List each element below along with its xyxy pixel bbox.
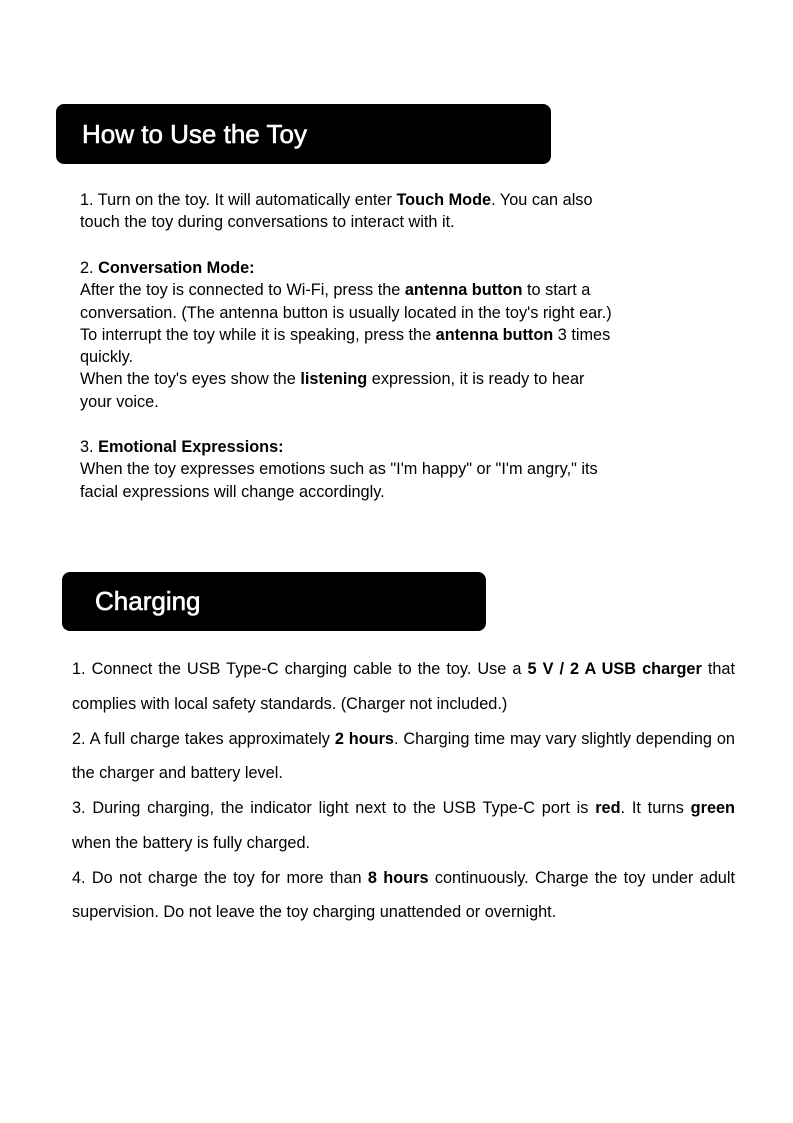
emotional-expressions-heading: Emotional Expressions: <box>98 438 284 456</box>
section-title-how-to-use: How to Use the Toy <box>82 119 307 149</box>
use-item-3-line-2: facial expressions will change accordingly. <box>80 482 385 501</box>
use-item-2-line-4: quickly. <box>80 348 134 367</box>
use-item-1 <box>80 189 710 234</box>
use-item-1-line-2: touch the toy during conversations to interact with it. <box>80 213 455 232</box>
conversation-mode-heading: Conversation Mode: <box>98 259 255 277</box>
antenna-button-term: antenna button <box>435 325 554 344</box>
max-charge-time-term: 8 hours <box>367 868 429 887</box>
use-item-2-line-5: When the toy's eyes show the listening expression, it is ready to hear <box>80 370 585 389</box>
touch-mode-term: Touch Mode <box>396 191 492 209</box>
use-item-1-line-1: 1. Turn on the toy. It will automatically enter Touch Mode. You can also <box>80 191 593 209</box>
use-item-2-line-6: your voice. <box>80 392 159 411</box>
listening-term: listening <box>300 370 368 389</box>
section-header-charging <box>62 572 486 631</box>
use-item-3-heading: 3. Emotional Expressions: <box>80 438 284 456</box>
charging-list <box>72 652 735 930</box>
section-title-charging: Charging <box>95 586 201 616</box>
charger-spec-term: 5 V / 2 A USB charger <box>527 660 702 678</box>
use-item-2-heading: 2. Conversation Mode: <box>80 259 255 277</box>
antenna-button-term: antenna button <box>404 281 523 300</box>
use-item-2 <box>80 257 710 413</box>
charging-item-3: 3. During charging, the indicator light next to the USB Type-C port is red. It turns green when the battery is fully charged. <box>72 799 735 852</box>
section-header-how-to-use <box>56 104 551 164</box>
use-item-3-line-1: When the toy expresses emotions such as "I'm happy" or "I'm angry," its <box>80 460 598 479</box>
charging-item-4: 4. Do not charge the toy for more than 8 hours continuously. Charge the toy under adult supervision. Do not leave the toy charging unattended or overnight. <box>72 868 735 921</box>
green-term: green <box>690 799 735 817</box>
red-term: red <box>595 799 621 817</box>
charging-item-1: 1. Connect the USB Type-C charging cable to the toy. Use a 5 V / 2 A USB charger that complies with local safety standards. (Charger not included.) <box>72 660 735 713</box>
use-item-3 <box>80 436 710 503</box>
use-item-2-line-3: To interrupt the toy while it is speaking, press the antenna button 3 times <box>80 325 611 344</box>
use-item-2-line-2: conversation. (The antenna button is usually located in the toy's right ear.) <box>80 303 612 322</box>
use-item-2-line-1: After the toy is connected to Wi-Fi, press the antenna button to start a <box>80 281 591 300</box>
charge-duration-term: 2 hours <box>334 729 394 748</box>
charging-item-2: 2. A full charge takes approximately 2 hours. Charging time may vary slightly depending on the charger and battery level. <box>72 729 735 782</box>
